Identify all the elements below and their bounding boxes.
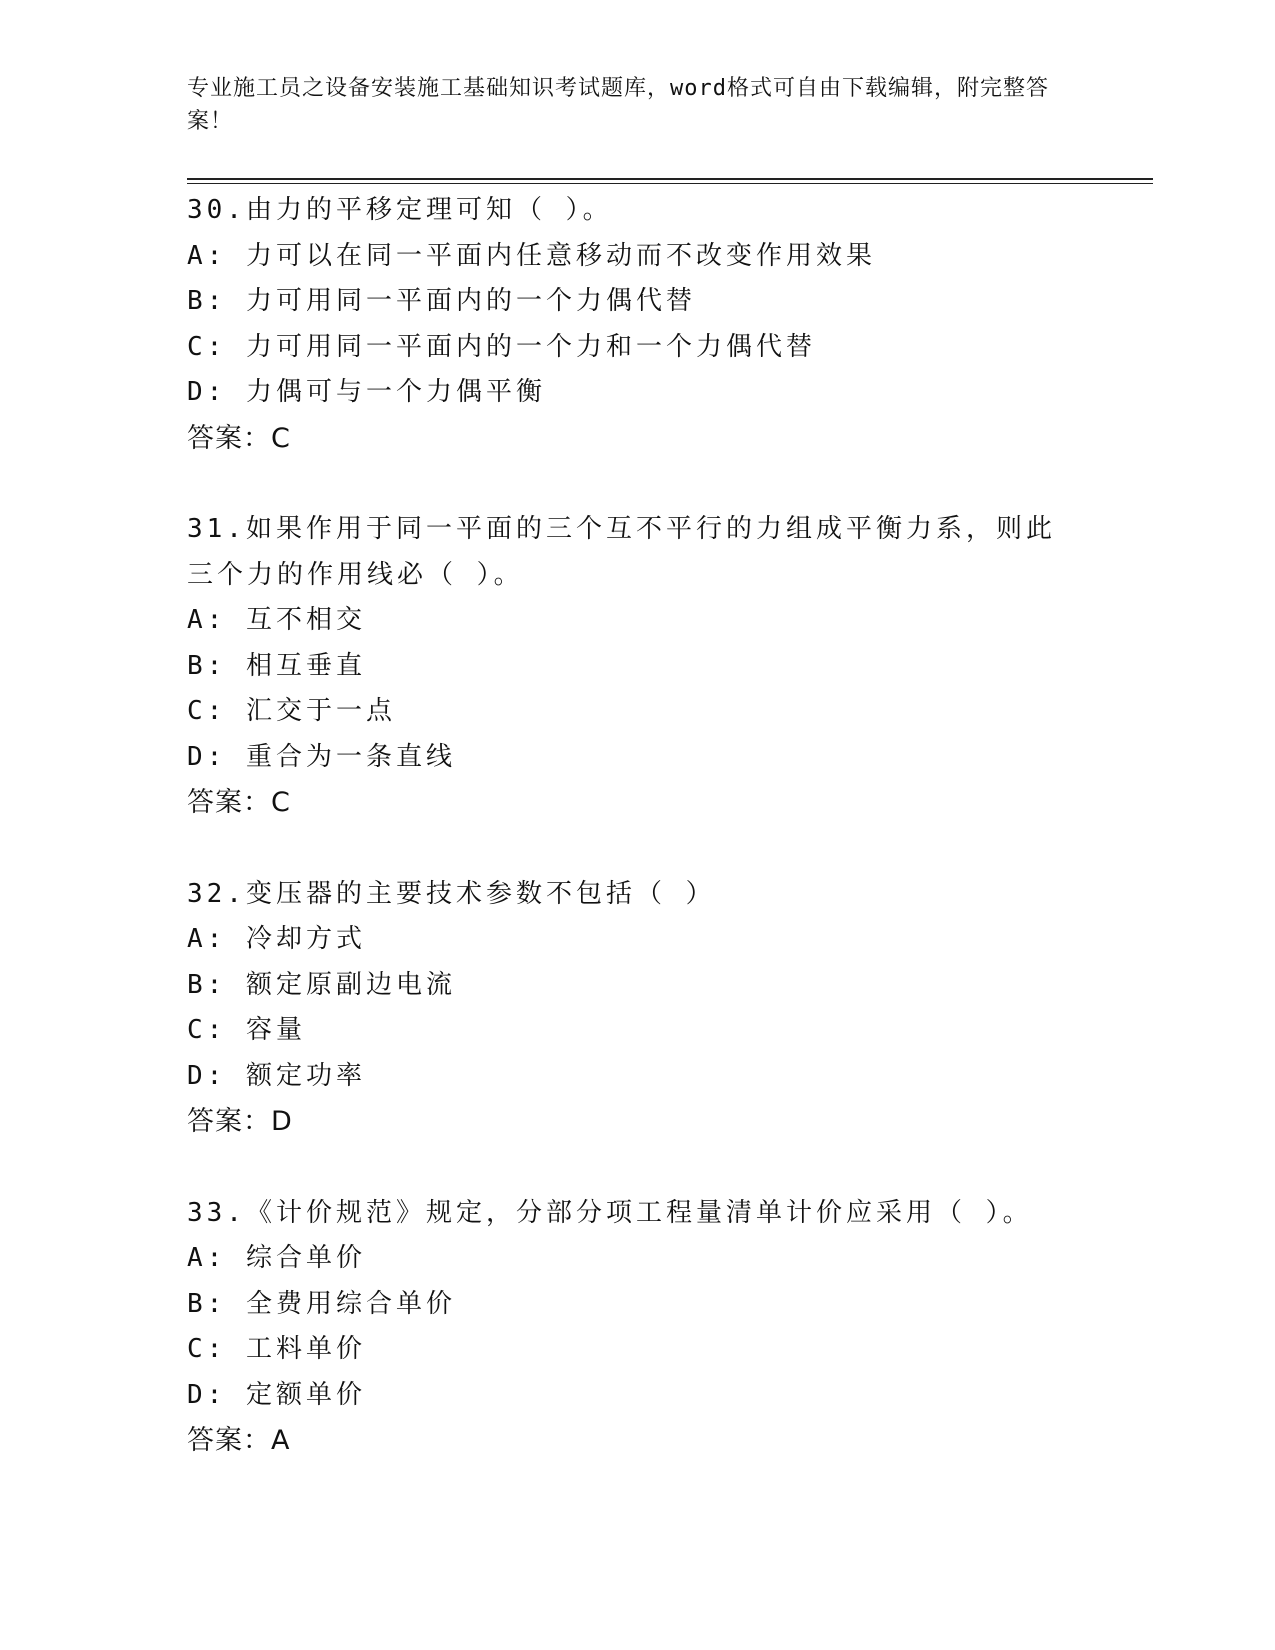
question-list — [187, 188, 1087, 1510]
option-b: B: 全费用综合单价 — [187, 1288, 456, 1319]
question-stem: 32.变压器的主要技术参数不包括（ ） — [187, 878, 716, 909]
question-30 — [187, 188, 1087, 461]
option-a: A: 冷却方式 — [187, 924, 366, 954]
question-33 — [187, 1191, 1087, 1464]
answer-label: 答案：C — [187, 422, 291, 454]
option-c: C: 容量 — [187, 1015, 306, 1045]
question-32 — [187, 872, 1087, 1145]
option-c: C: 工料单价 — [187, 1334, 366, 1364]
question-stem: 33.《计价规范》规定，分部分项工程量清单计价应采用（ ）。 — [187, 1197, 1033, 1228]
option-c: C: 力可用同一平面内的一个力和一个力偶代替 — [187, 331, 816, 362]
header-divider-thick — [187, 178, 1153, 180]
option-c: C: 汇交于一点 — [187, 696, 396, 726]
option-d: D: 力偶可与一个力偶平衡 — [187, 377, 546, 407]
question-stem: 31.如果作用于同一平面的三个互不平行的力组成平衡力系，则此三个力的作用线必（ ）。 — [187, 514, 1056, 590]
option-a: A: 力可以在同一平面内任意移动而不改变作用效果 — [187, 240, 876, 271]
answer-label: 答案：C — [187, 787, 291, 818]
option-b: B: 额定原副边电流 — [187, 969, 456, 1000]
question-31 — [187, 507, 1087, 826]
option-d: D: 定额单价 — [187, 1379, 366, 1410]
option-d: D: 额定功率 — [187, 1060, 366, 1091]
document-header: 专业施工员之设备安装施工基础知识考试题库，word格式可自由下载编辑，附完整答案！ — [187, 76, 1049, 134]
option-b: B: 力可用同一平面内的一个力偶代替 — [187, 286, 696, 316]
header-divider-thin — [187, 183, 1153, 184]
option-a: A: 互不相交 — [187, 605, 366, 635]
question-stem: 30.由力的平移定理可知（ ）。 — [187, 195, 613, 225]
option-b: B: 相互垂直 — [187, 650, 366, 681]
option-d: D: 重合为一条直线 — [187, 741, 456, 772]
answer-label: 答案：A — [187, 1425, 291, 1456]
answer-label: 答案：D — [187, 1106, 293, 1137]
option-a: A: 综合单价 — [187, 1243, 366, 1273]
